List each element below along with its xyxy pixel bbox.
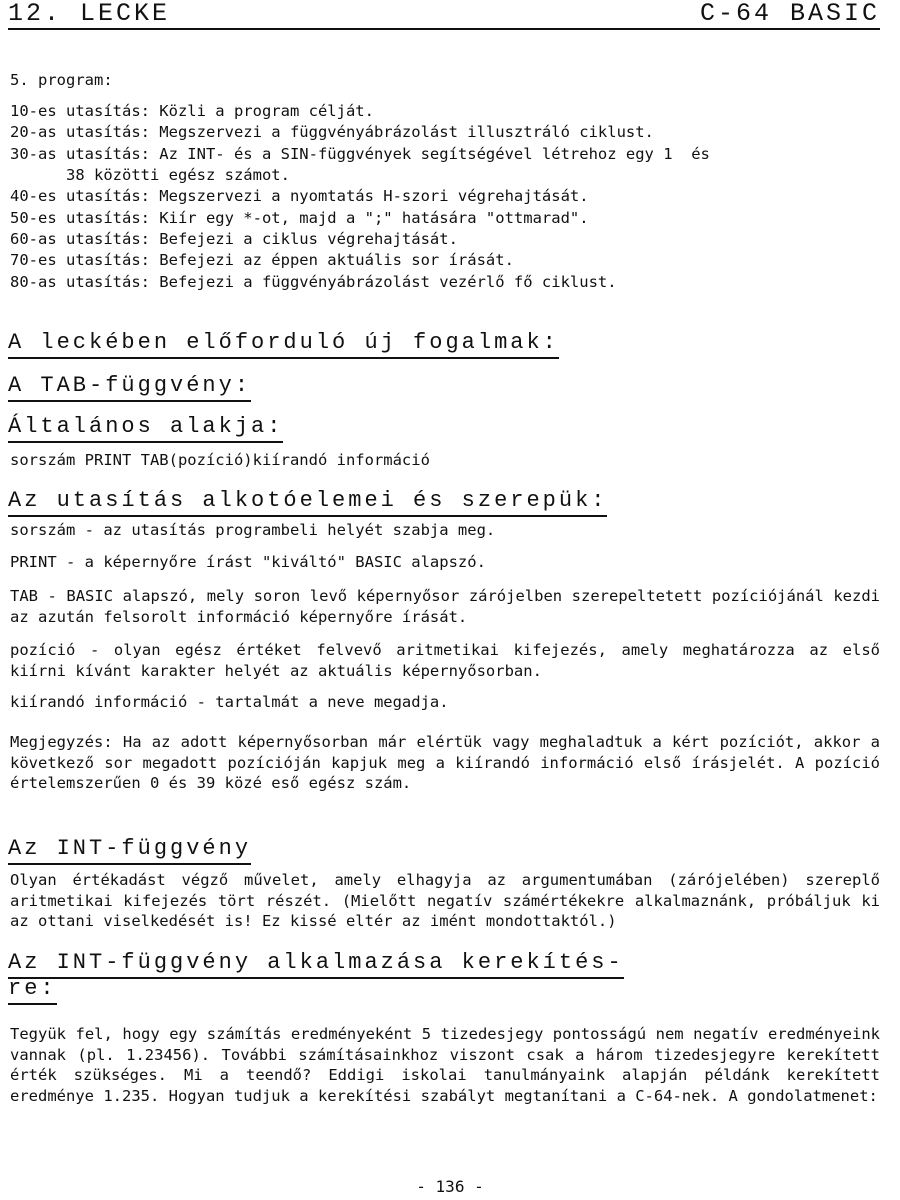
- program-title: 5. program:: [10, 71, 113, 89]
- program-line: 30-as utasítás: Az INT- és a SIN-függvények segítségével létrehoz egy 1 és: [10, 145, 710, 163]
- program-line: 20-as utasítás: Megszervezi a függvényábrázolást illusztráló ciklust.: [10, 123, 654, 141]
- book-title: C-64 BASIC: [699, 0, 880, 28]
- program-line: 80-as utasítás: Befejezi a függvényábrázolást vezérlő fő ciklust.: [10, 273, 617, 291]
- note-paragraph: Megjegyzés: Ha az adott képernyősorban már elértük vagy meghaladtuk a kért pozíciót, akkor a következő sor megadott pozícióján kapjuk meg a kiírandó információ első írásjelét. A pozíció értelemszerűen 0 és 39 közé eső egész szám.: [10, 733, 880, 792]
- heading-int-rounding-cont: re:: [8, 976, 57, 1005]
- syntax-line: sorszám PRINT TAB(pozíció)kiírandó információ: [10, 451, 430, 469]
- component-item: sorszám - az utasítás programbeli helyét szabja meg.: [10, 521, 496, 539]
- heading-general-form: Általános alakja:: [8, 414, 283, 443]
- page-number: - 136 -: [416, 1177, 484, 1196]
- program-line: 10-es utasítás: Közli a program célját.: [10, 102, 374, 120]
- program-line: 50-es utasítás: Kiír egy *-ot, majd a ";" hatására "ottmarad".: [10, 209, 589, 227]
- program-line: 60-as utasítás: Befejezi a ciklus végrehajtását.: [10, 230, 458, 248]
- program-line: 40-es utasítás: Megszervezi a nyomtatás H-szori végrehajtását.: [10, 187, 589, 205]
- component-item: TAB - BASIC alapszó, mely soron levő képernyősor zárójelben szerepeltetett pozíciójánál kezdi az azután felsorolt információ képernyőre írását.: [10, 587, 880, 626]
- rounding-paragraph: Tegyük fel, hogy egy számítás eredményeként 5 tizedesjegy pontosságú nem negatív eredményeink vannak (pl. 1.23456). További számításainkhoz viszont csak a három tizedesjegyre kerekített érték szükséges. Mi a teendő? Eddigi iskolai tanulmányaink alapján példánk kerekített eredménye 1.235. Hogyan tudjuk a kerekítési szabályt megtanítani a C-64-nek. A gondolatmenet:: [10, 1025, 880, 1105]
- int-description: Olyan értékadást végző művelet, amely elhagyja az argumentumában (zárójelében) szereplő aritmetikai kifejezés tört részét. (Mielőtt negatív számértékekre alkalmaznánk, próbáljuk ki az ottani viselkedését is! Ez kissé eltér az imént mondottaktól.): [10, 871, 880, 930]
- program-line: 70-es utasítás: Befejezi az éppen aktuális sor írását.: [10, 251, 514, 269]
- heading-underline: [8, 950, 624, 979]
- heading-components: Az utasítás alkotóelemei és szerepük:: [8, 488, 607, 517]
- heading-int-function: Az INT-függvény: [8, 836, 251, 865]
- program-line: 38 közötti egész számot.: [10, 166, 290, 184]
- heading-new-concepts: A leckében előforduló új fogalmak:: [8, 330, 559, 359]
- component-item: PRINT - a képernyőre írást "kiváltó" BASIC alapszó.: [10, 553, 486, 571]
- page-header: [8, 0, 880, 30]
- heading-tab-function: A TAB-függvény:: [8, 373, 251, 402]
- lesson-title: 12. LECKE: [8, 0, 171, 28]
- component-item: pozíció - olyan egész értéket felvevő aritmetikai kifejezés, amely meghatározza az első kiírni kívánt karakter helyét az aktuális képernyősorban.: [10, 641, 880, 680]
- heading-int-rounding: Az INT-függvény alkalmazása kerekítés-: [8, 950, 624, 975]
- component-item: kiírandó információ - tartalmát a neve megadja.: [10, 693, 449, 711]
